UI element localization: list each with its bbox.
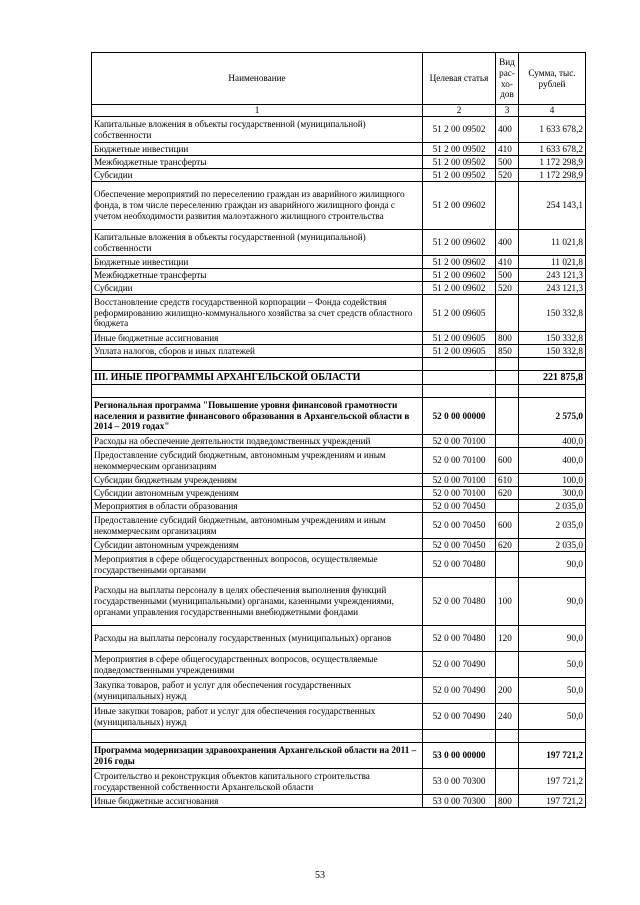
table-row (92, 539, 586, 552)
table-row (92, 730, 586, 743)
row-vid (496, 652, 519, 678)
row-vid (496, 295, 519, 332)
table-row (92, 358, 586, 371)
table-row (92, 230, 586, 256)
row-code: 51 2 00 09502 (423, 156, 496, 169)
row-name: Предоставление субсидий бюджетным, автономным учреждениям и иным некоммерческим организациям (92, 513, 423, 539)
row-name: Предоставление субсидий бюджетным, автономным учреждениям и иным некоммерческим организациям (92, 448, 423, 474)
table-row (92, 769, 586, 795)
table-row (92, 332, 586, 345)
row-name: Строительство и реконструкция объектов капитального строительства государственной собственности Архангельской области (92, 769, 423, 795)
row-name: Субсидии (92, 169, 423, 182)
row-code: 52 0 00 70100 (423, 487, 496, 500)
row-sum: 90,0 (519, 626, 586, 652)
row-sum: 50,0 (519, 652, 586, 678)
table-row (92, 256, 586, 269)
table-row (92, 500, 586, 513)
row-vid (496, 398, 519, 435)
row-vid (496, 385, 519, 398)
row-name: Обеспечение мероприятий по переселению граждан из аварийного жилищного фонда, в том числе переселению граждан из аварийного жилищного фонда с учетом необходимости развития малоэтажного жилищного строительства (92, 182, 423, 230)
row-name: Межбюджетные трансферты (92, 156, 423, 169)
table-row (92, 169, 586, 182)
page-number: 53 (315, 870, 325, 881)
row-code: 52 0 00 70100 (423, 435, 496, 448)
row-vid: 520 (496, 282, 519, 295)
table-row (92, 626, 586, 652)
row-name: Расходы на выплаты персоналу в целях обеспечения выполнения функций государственными (муниципальными) органами, казенными учреждениями, органами управления государственными внебюджетными фондами (92, 578, 423, 626)
table-row (92, 474, 586, 487)
row-code: 52 0 00 70450 (423, 513, 496, 539)
row-vid (496, 371, 519, 385)
table-row (92, 578, 586, 626)
row-name: Расходы на выплаты персоналу государственных (муниципальных) органов (92, 626, 423, 652)
table-row (92, 678, 586, 704)
row-vid: 620 (496, 539, 519, 552)
row-name: Региональная программа "Повышение уровня финансовой грамотности населения и развитие финансового образования в Архангельской области в 2014 – 2019 годах" (92, 398, 423, 435)
table-row (92, 513, 586, 539)
row-name: Программа модернизации здравоохранения Архангельской области на 2011 – 2016 годы (92, 743, 423, 769)
row-vid: 200 (496, 678, 519, 704)
row-name: Закупка товаров, работ и услуг для обеспечения государственных (муниципальных) нужд (92, 678, 423, 704)
table-header-row (92, 53, 586, 105)
row-vid: 850 (496, 345, 519, 358)
row-code: 52 0 00 70450 (423, 539, 496, 552)
column-number-4: 4 (519, 105, 586, 117)
row-vid (496, 730, 519, 743)
row-name: Иные бюджетные ассигнования (92, 795, 423, 808)
table-row (92, 295, 586, 332)
row-sum: 150 332,8 (519, 332, 586, 345)
row-code: 52 0 00 00000 (423, 398, 496, 435)
row-sum: 400,0 (519, 448, 586, 474)
table-row (92, 795, 586, 808)
row-code (423, 371, 496, 385)
row-sum: 1 633 678,2 (519, 143, 586, 156)
row-vid (496, 435, 519, 448)
row-name (92, 385, 423, 398)
row-sum: 1 172 298,9 (519, 169, 586, 182)
table-row (92, 552, 586, 578)
row-name (92, 358, 423, 371)
row-sum: 150 332,8 (519, 295, 586, 332)
row-vid: 400 (496, 117, 519, 143)
column-number-2: 2 (423, 105, 496, 117)
row-sum: 243 121,3 (519, 269, 586, 282)
row-sum: 150 332,8 (519, 345, 586, 358)
table-row (92, 371, 586, 385)
row-code: 52 0 00 70480 (423, 578, 496, 626)
row-vid: 800 (496, 795, 519, 808)
row-code: 52 0 00 70450 (423, 500, 496, 513)
table-numbering-row (92, 105, 586, 117)
row-name: III. ИНЫЕ ПРОГРАММЫ АРХАНГЕЛЬСКОЙ ОБЛАСТИ (92, 371, 423, 385)
row-name (92, 730, 423, 743)
row-vid: 500 (496, 269, 519, 282)
row-sum: 11 021,8 (519, 256, 586, 269)
row-vid (496, 769, 519, 795)
row-sum: 300,0 (519, 487, 586, 500)
row-name: Субсидии автономным учреждениям (92, 539, 423, 552)
row-sum: 197 721,2 (519, 743, 586, 769)
row-vid (496, 358, 519, 371)
row-vid: 610 (496, 474, 519, 487)
table-row (92, 435, 586, 448)
row-code: 53 0 00 00000 (423, 743, 496, 769)
header-code: Целевая статья (423, 53, 496, 105)
row-vid: 500 (496, 156, 519, 169)
row-code: 51 2 00 09605 (423, 295, 496, 332)
row-sum: 197 721,2 (519, 769, 586, 795)
table-row (92, 156, 586, 169)
row-vid: 800 (496, 332, 519, 345)
header-name: Наименование (92, 53, 423, 105)
row-vid: 400 (496, 230, 519, 256)
row-code: 53 0 00 70300 (423, 795, 496, 808)
table-row (92, 269, 586, 282)
table-row (92, 448, 586, 474)
row-name: Иные бюджетные ассигнования (92, 332, 423, 345)
row-name: Мероприятия в сфере общегосударственных вопросов, осуществляемые государственными органами (92, 552, 423, 578)
row-vid: 410 (496, 256, 519, 269)
row-code (423, 385, 496, 398)
row-sum: 90,0 (519, 552, 586, 578)
row-code: 51 2 00 09502 (423, 143, 496, 156)
row-name: Бюджетные инвестиции (92, 143, 423, 156)
row-code (423, 358, 496, 371)
row-sum: 254 143,1 (519, 182, 586, 230)
row-name: Мероприятия в сфере общегосударственных вопросов, осуществляемые подведомственными учреждениями (92, 652, 423, 678)
row-sum: 2 035,0 (519, 539, 586, 552)
table-row (92, 652, 586, 678)
row-vid (496, 743, 519, 769)
row-name: Субсидии (92, 282, 423, 295)
row-name: Капитальные вложения в объекты государственной (муниципальной) собственности (92, 117, 423, 143)
row-sum: 11 021,8 (519, 230, 586, 256)
budget-table (91, 52, 586, 808)
row-name: Иные закупки товаров, работ и услуг для обеспечения государственных (муниципальных) нужд (92, 704, 423, 730)
row-vid: 120 (496, 626, 519, 652)
row-name: Субсидии бюджетным учреждениям (92, 474, 423, 487)
row-code: 52 0 00 70480 (423, 552, 496, 578)
row-code: 51 2 00 09602 (423, 269, 496, 282)
table-row (92, 398, 586, 435)
row-sum: 2 575,0 (519, 398, 586, 435)
row-code: 51 2 00 09605 (423, 345, 496, 358)
row-sum: 2 035,0 (519, 513, 586, 539)
row-name: Мероприятия в области образования (92, 500, 423, 513)
row-vid: 410 (496, 143, 519, 156)
row-code: 51 2 00 09502 (423, 117, 496, 143)
header-vid: Вид рас-хо-дов (496, 53, 519, 105)
row-sum: 1 172 298,9 (519, 156, 586, 169)
row-sum: 50,0 (519, 678, 586, 704)
row-code: 51 2 00 09602 (423, 282, 496, 295)
row-name: Уплата налогов, сборов и иных платежей (92, 345, 423, 358)
row-code: 52 0 00 70490 (423, 704, 496, 730)
table-row (92, 704, 586, 730)
table-row (92, 743, 586, 769)
row-code: 51 2 00 09602 (423, 182, 496, 230)
row-sum (519, 730, 586, 743)
row-name: Расходы на обеспечение деятельности подведомственных учреждений (92, 435, 423, 448)
row-sum: 100,0 (519, 474, 586, 487)
row-vid: 600 (496, 448, 519, 474)
row-vid: 620 (496, 487, 519, 500)
row-sum: 221 875,8 (519, 371, 586, 385)
row-name: Капитальные вложения в объекты государственной (муниципальной) собственности (92, 230, 423, 256)
row-vid (496, 182, 519, 230)
table-row (92, 117, 586, 143)
row-code: 51 2 00 09502 (423, 169, 496, 182)
row-sum: 90,0 (519, 578, 586, 626)
row-code: 52 0 00 70100 (423, 474, 496, 487)
row-code: 51 2 00 09602 (423, 256, 496, 269)
row-code: 53 0 00 70300 (423, 769, 496, 795)
table-row (92, 282, 586, 295)
row-vid: 240 (496, 704, 519, 730)
row-vid: 600 (496, 513, 519, 539)
row-name: Восстановление средств государственной корпорации – Фонда содействия реформированию жилищно-коммунального хозяйства за счет средств областного бюджета (92, 295, 423, 332)
row-code: 51 2 00 09602 (423, 230, 496, 256)
table-row (92, 345, 586, 358)
row-code: 52 0 00 70490 (423, 652, 496, 678)
row-sum: 2 035,0 (519, 500, 586, 513)
row-sum: 197 721,2 (519, 795, 586, 808)
column-number-3: 3 (496, 105, 519, 117)
row-vid (496, 500, 519, 513)
row-code: 51 2 00 09605 (423, 332, 496, 345)
table-row (92, 143, 586, 156)
row-vid: 100 (496, 578, 519, 626)
row-code: 52 0 00 70480 (423, 626, 496, 652)
row-name: Межбюджетные трансферты (92, 269, 423, 282)
row-code (423, 730, 496, 743)
column-number-1: 1 (92, 105, 423, 117)
row-code: 52 0 00 70100 (423, 448, 496, 474)
row-sum: 400,0 (519, 435, 586, 448)
row-name: Субсидии автономным учреждениям (92, 487, 423, 500)
table-row (92, 385, 586, 398)
row-name: Бюджетные инвестиции (92, 256, 423, 269)
row-sum: 243 121,3 (519, 282, 586, 295)
row-sum: 50,0 (519, 704, 586, 730)
row-sum (519, 385, 586, 398)
table-row (92, 487, 586, 500)
row-sum (519, 358, 586, 371)
row-vid: 520 (496, 169, 519, 182)
table-row (92, 182, 586, 230)
row-sum: 1 633 678,2 (519, 117, 586, 143)
row-vid (496, 552, 519, 578)
header-sum: Сумма, тыс. рублей (519, 53, 586, 105)
row-code: 52 0 00 70490 (423, 678, 496, 704)
